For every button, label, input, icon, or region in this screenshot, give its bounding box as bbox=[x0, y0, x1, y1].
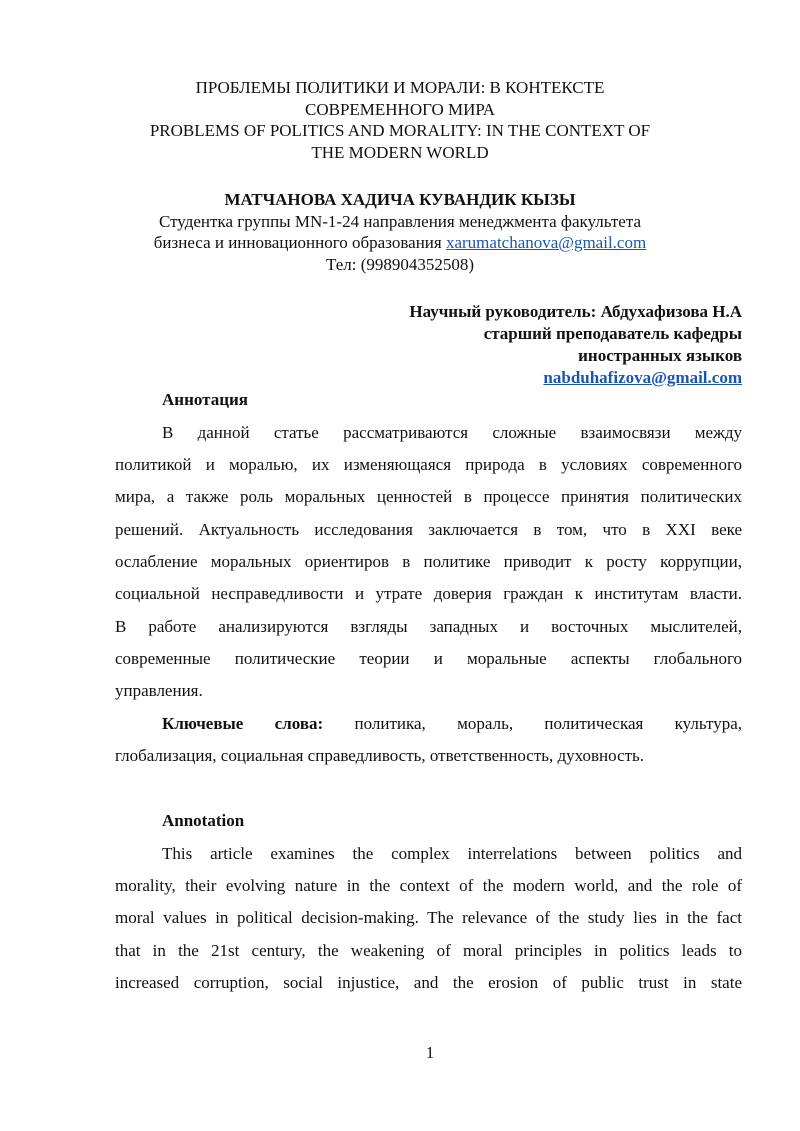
author-name: МАТЧАНОВА ХАДИЧА КУВАНДИК КЫЗЫ bbox=[224, 190, 576, 209]
keywords-ru-label: Ключевые слова: bbox=[162, 714, 324, 733]
annotation-ru-line: политикой и моралью, их изменяющаяся природа в условиях современного bbox=[115, 455, 742, 474]
title-ru-line1: ПРОБЛЕМЫ ПОЛИТИКИ И МОРАЛИ: В КОНТЕКСТЕ bbox=[195, 78, 605, 97]
supervisor-name: Научный руководитель: Абдухафизова Н.А bbox=[409, 302, 742, 321]
annotation-ru-line: мира, а также роль моральных ценностей в процессе принятия политических bbox=[115, 487, 742, 506]
annotation-ru-line: решений. Актуальность исследования заключается в том, что в XXI веке bbox=[115, 520, 742, 539]
keywords-ru-line1 bbox=[162, 713, 742, 735]
annotation-ru-line: управления. bbox=[115, 681, 203, 700]
author-affiliation-line2 bbox=[0, 232, 800, 254]
annotation-en-line: increased corruption, social injustice, and the erosion of public trust in state bbox=[115, 973, 742, 992]
keywords-ru-text: политика, мораль, политическая культура, bbox=[354, 714, 743, 733]
annotation-en-line: morality, their evolving nature in the context of the modern world, and the role of bbox=[115, 876, 742, 895]
title-ru-line2: СОВРЕМЕННОГО МИРА bbox=[304, 100, 495, 119]
page-number: 1 bbox=[425, 1043, 435, 1062]
annotation-en-heading: Annotation bbox=[162, 811, 245, 830]
author-affiliation-text: бизнеса и инновационного образования bbox=[153, 233, 442, 252]
title-en-line1: PROBLEMS OF POLITICS AND MORALITY: IN THE CONTEXT OF bbox=[149, 121, 651, 140]
annotation-ru-line: ослабление моральных ориентиров в политике приводит к росту коррупции, bbox=[115, 552, 742, 571]
annotation-ru-line: В работе анализируются взгляды западных и восточных мыслителей, bbox=[115, 617, 742, 636]
supervisor-department: иностранных языков bbox=[578, 346, 742, 365]
supervisor-email-link[interactable]: nabduhafizova@gmail.com bbox=[543, 368, 742, 387]
annotation-en-line: This article examines the complex interrelations between politics and bbox=[162, 844, 742, 863]
author-email-link[interactable]: xarumatchanova@gmail.com bbox=[445, 233, 647, 252]
supervisor-position: старший преподаватель кафедры bbox=[483, 324, 742, 343]
annotation-en-line: moral values in political decision-making. The relevance of the study lies in the fact bbox=[115, 908, 742, 927]
author-phone: Тел: (998904352508) bbox=[325, 255, 475, 274]
annotation-ru-heading: Аннотация bbox=[162, 390, 248, 409]
annotation-ru-line: социальной несправедливости и утрате доверия граждан к институтам власти. bbox=[115, 584, 742, 603]
title-en-line2: THE MODERN WORLD bbox=[311, 143, 489, 162]
author-affiliation-line1: Студентка группы MN-1-24 направления менеджмента факультета bbox=[158, 212, 642, 231]
keywords-ru-line2: глобализация, социальная справедливость, ответственность, духовность. bbox=[115, 746, 645, 765]
annotation-ru-line: современные политические теории и моральные аспекты глобального bbox=[115, 649, 742, 668]
annotation-en-line: that in the 21st century, the weakening of moral principles in politics leads to bbox=[115, 941, 742, 960]
annotation-ru-line: В данной статье рассматриваются сложные взаимосвязи между bbox=[162, 423, 742, 442]
